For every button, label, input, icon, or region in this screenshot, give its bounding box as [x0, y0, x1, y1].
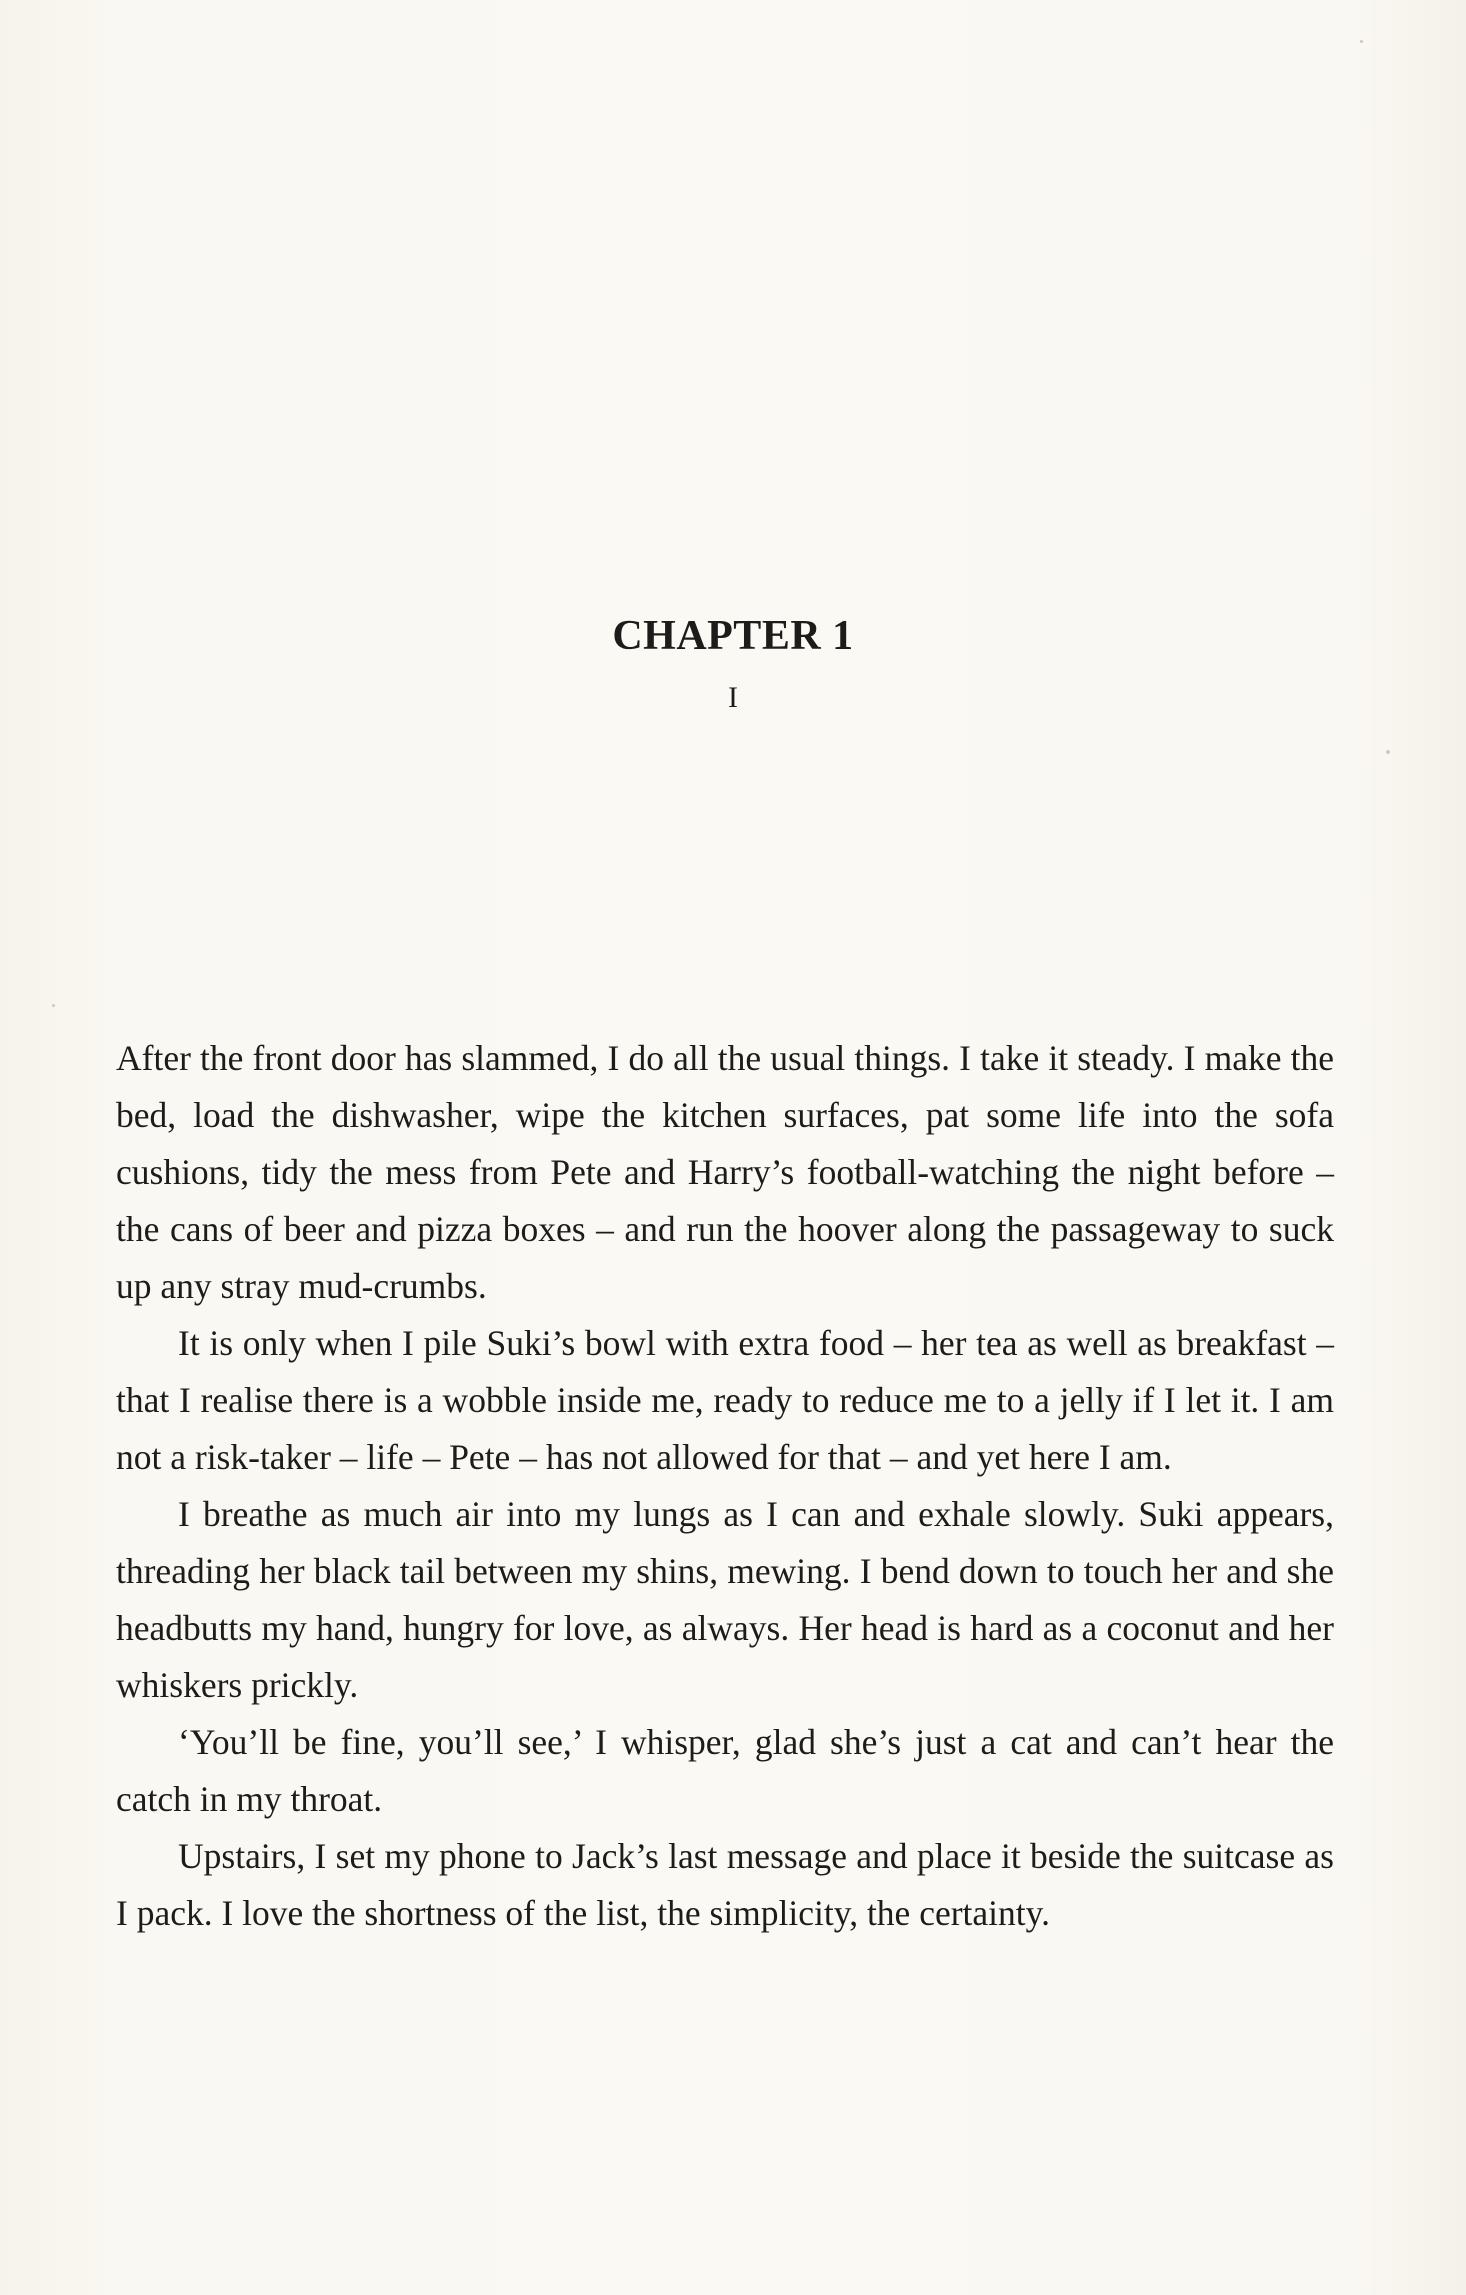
chapter-title: CHAPTER 1	[612, 613, 854, 659]
paragraph-2: It is only when I pile Suki’s bowl with extra food – her tea as well as breakfast – that I realise there is a wobble inside me, ready to reduce me to a jelly if I let it. I am not a risk-taker – life – Pete – has not allowed for that – and yet here I am.	[116, 1323, 1334, 1477]
paper-speck	[1360, 40, 1363, 43]
paper-speck	[1386, 750, 1390, 754]
section-number: I	[728, 681, 738, 714]
paragraph-4: ‘You’ll be fine, you’ll see,’ I whisper, glad she’s just a cat and can’t hear the catch in my throat.	[116, 1722, 1334, 1819]
paper-speck	[52, 1004, 55, 1007]
paragraph-5: Upstairs, I set my phone to Jack’s last message and place it beside the suitcase as I pack. I love the shortness of the list, the simplicity, the certainty.	[116, 1836, 1334, 1933]
body-text	[116, 1030, 1334, 1942]
paragraph-1: After the front door has slammed, I do all the usual things. I take it steady. I make the bed, load the dishwasher, wipe the kitchen surfaces, pat some life into the sofa cushions, tidy the mess from Pete and Harry’s football-watching the night before – the cans of beer and pizza boxes – and run the hoover along the passageway to suck up any stray mud-crumbs.	[116, 1038, 1334, 1306]
paragraph-3: I breathe as much air into my lungs as I can and exhale slowly. Suki appears, threading her black tail between my shins, mewing. I bend down to touch her and she headbutts my hand, hungry for love, as always. Her head is hard as a coconut and her whiskers prickly.	[116, 1494, 1334, 1705]
